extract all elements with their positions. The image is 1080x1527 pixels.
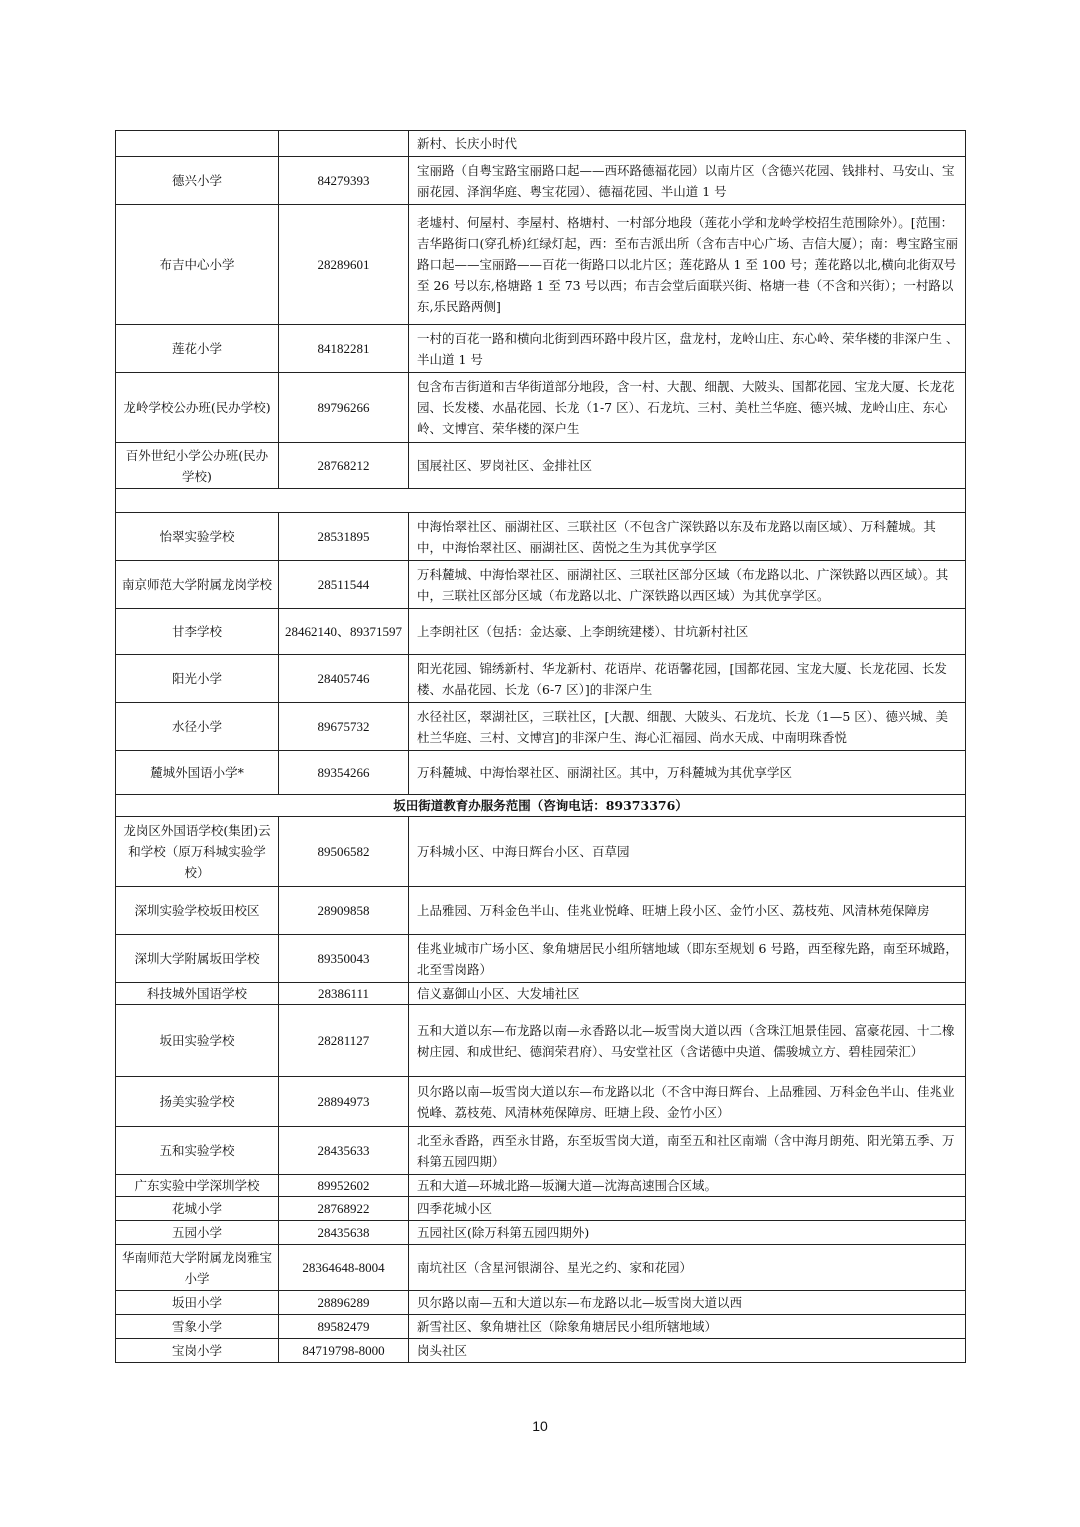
school-name-cell: 深圳实验学校坂田校区 [116,887,279,935]
enrollment-area-cell: 新村、长庆小时代 [409,131,966,157]
enrollment-area-cell: 岗头社区 [409,1339,966,1363]
school-name-cell: 麓城外国语小学* [116,751,279,795]
table-row [116,655,966,703]
phone-cell: 89354266 [279,751,409,795]
school-name-cell: 龙岭学校公办班(民办学校) [116,373,279,443]
table-row [116,817,966,887]
phone-cell: 89675732 [279,703,409,751]
phone-cell: 84182281 [279,325,409,373]
school-name-cell: 坂田小学 [116,1291,279,1315]
school-name-cell: 水径小学 [116,703,279,751]
table-row [116,373,966,443]
table-row [116,983,966,1005]
phone-cell: 84279393 [279,157,409,205]
table-row [116,443,966,489]
enrollment-area-cell: 信义嘉御山小区、大发埔社区 [409,983,966,1005]
phone-cell: 89582479 [279,1315,409,1339]
phone-cell: 89506582 [279,817,409,887]
school-name-cell: 雪象小学 [116,1315,279,1339]
school-name-cell: 怡翠实验学校 [116,513,279,561]
phone-cell: 89952602 [279,1175,409,1197]
school-name-cell: 德兴小学 [116,157,279,205]
phone-cell: 89796266 [279,373,409,443]
enrollment-area-cell: 五和大道以东—布龙路以南—永香路以北—坂雪岗大道以西（含珠江旭景佳园、富豪花园、十二橡树庄园、和成世纪、德润荣君府）、马安堂社区（含诺德中央道、儒骏城立方、碧桂园荣汇） [409,1005,966,1077]
table-row [116,205,966,325]
phone-cell: 28405746 [279,655,409,703]
phone-cell: 28386111 [279,983,409,1005]
enrollment-area-cell: 五和大道—环城北路—坂澜大道—沈海高速围合区域。 [409,1175,966,1197]
school-name-cell: 南京师范大学附属龙岗学校 [116,561,279,609]
school-name-cell: 广东实验中学深圳学校 [116,1175,279,1197]
enrollment-area-cell: 国展社区、罗岗社区、金排社区 [409,443,966,489]
school-name-cell: 深圳大学附属坂田学校 [116,935,279,983]
phone-cell: 84719798-8000 [279,1339,409,1363]
enrollment-area-cell: 万科麓城、中海怡翠社区、丽湖社区。其中，万科麓城为其优享学区 [409,751,966,795]
table-row [116,1291,966,1315]
enrollment-area-cell: 新雪社区、象角塘社区（除象角塘居民小组所辖地域） [409,1315,966,1339]
enrollment-area-cell: 包含布吉街道和吉华街道部分地段，含一村、大靓、细靓、大陂头、国都花园、宝龙大厦、长龙花园、长发楼、水晶花园、长龙（1-7 区）、石龙坑、三村、美杜兰华庭、德兴城、龙岭山庄、东心岭、文博宫、荣华楼的深户生 [409,373,966,443]
table-row [116,703,966,751]
phone-cell: 28364648-8004 [279,1245,409,1291]
school-name-cell: 五园小学 [116,1221,279,1245]
phone-cell: 28281127 [279,1005,409,1077]
phone-cell: 28435633 [279,1127,409,1175]
enrollment-area-cell: 贝尔路以南—五和大道以东—布龙路以北—坂雪岗大道以西 [409,1291,966,1315]
phone-cell: 28894973 [279,1077,409,1127]
enrollment-area-cell: 上李朗社区（包括：金达豪、上李朗统建楼）、甘坑新村社区 [409,609,966,655]
page-number: 10 [532,1418,548,1434]
school-name-cell: 莲花小学 [116,325,279,373]
table-row [116,1339,966,1363]
phone-cell: 28462140、89371597 [279,609,409,655]
enrollment-area-cell: 老墟村、何屋村、李屋村、格塘村、一村部分地段（莲花小学和龙岭学校招生范围除外）。[范围：吉华路街口(穿孔桥)红绿灯起，西：至布吉派出所（含布吉中心广场、吉信大厦）；南：粤宝路宝丽路口起——宝丽路——百花一街路口以北片区；莲花路从 1 至 100 号；莲花路以北,横向北街双号至 26 号以东,格塘路 1 至 73 号以西；布吉会堂后面联兴街、格塘一巷（不含和兴街）；一村路以东,乐民路两侧] [409,205,966,325]
phone-cell [279,131,409,157]
table-row [116,1197,966,1221]
table-row [116,1127,966,1175]
school-name-cell: 阳光小学 [116,655,279,703]
enrollment-area-cell: 水径社区，翠湖社区，三联社区，[大靓、细靓、大陂头、石龙坑、长龙（1—5 区）、德兴城、美杜兰华庭、三村、文博宫]的非深户生、海心汇福园、尚水天成、中南明珠香悦 [409,703,966,751]
table-row [116,1315,966,1339]
enrollment-area-cell: 中海怡翠社区、丽湖社区、三联社区（不包含广深铁路以东及布龙路以南区域）、万科麓城。其中，中海怡翠社区、丽湖社区、茵悦之生为其优享学区 [409,513,966,561]
blank-row [116,489,966,513]
enrollment-area-cell: 贝尔路以南—坂雪岗大道以东—布龙路以北（不含中海日辉台、上品雅园、万科金色半山、佳兆业悦峰、荔枝苑、风清林苑保障房、旺塘上段、金竹小区） [409,1077,966,1127]
phone-cell: 28768212 [279,443,409,489]
enrollment-area-cell: 一村的百花一路和横向北街到西环路中段片区，盘龙村，龙岭山庄、东心岭、荣华楼的非深户生 、半山道 1 号 [409,325,966,373]
phone-cell: 28909858 [279,887,409,935]
table-row [116,1245,966,1291]
enrollment-area-cell: 佳兆业城市广场小区、象角塘居民小组所辖地域（即东至规划 6 号路，西至稼先路，南至环城路，北至雪岗路） [409,935,966,983]
table-row [116,609,966,655]
table-row [116,1005,966,1077]
section-header: 坂田街道教育办服务范围（咨询电话：89373376） [116,795,966,817]
phone-cell: 28768922 [279,1197,409,1221]
enrollment-area-cell: 五园社区(除万科第五园四期外) [409,1221,966,1245]
school-name-cell: 坂田实验学校 [116,1005,279,1077]
section-header-row [116,795,966,817]
table-row [116,1077,966,1127]
enrollment-area-cell: 北至永香路，西至永甘路，东至坂雪岗大道，南至五和社区南端（含中海月朗苑、阳光第五季、万科第五园四期） [409,1127,966,1175]
table-row [116,561,966,609]
phone-cell: 89350043 [279,935,409,983]
school-name-cell: 华南师范大学附属龙岗雅宝小学 [116,1245,279,1291]
phone-cell: 28896289 [279,1291,409,1315]
school-name-cell: 五和实验学校 [116,1127,279,1175]
enrollment-area-cell: 万科城小区、中海日辉台小区、百草园 [409,817,966,887]
school-name-cell: 百外世纪小学公办班(民办学校) [116,443,279,489]
enrollment-area-cell: 南坑社区（含星河银湖谷、星光之约、家和花园） [409,1245,966,1291]
table-row [116,157,966,205]
enrollment-area-cell: 万科麓城、中海怡翠社区、丽湖社区、三联社区部分区域（布龙路以北、广深铁路以西区域）。其中，三联社区部分区域（布龙路以北、广深铁路以西区域）为其优享学区。 [409,561,966,609]
table-row [116,1175,966,1197]
table-row [116,887,966,935]
table-row [116,1221,966,1245]
table-row [116,513,966,561]
enrollment-area-cell: 阳光花园、锦绣新村、华龙新村、花语岸、花语馨花园，[国都花园、宝龙大厦、长龙花园、长发楼、水晶花园、长龙（6-7 区）]的非深户生 [409,655,966,703]
school-name-cell: 布吉中心小学 [116,205,279,325]
school-name-cell: 花城小学 [116,1197,279,1221]
phone-cell: 28289601 [279,205,409,325]
table-row [116,325,966,373]
enrollment-area-cell: 四季花城小区 [409,1197,966,1221]
school-name-cell: 扬美实验学校 [116,1077,279,1127]
phone-cell: 28511544 [279,561,409,609]
table-row [116,751,966,795]
school-name-cell: 科技城外国语学校 [116,983,279,1005]
school-district-table [115,130,966,1363]
school-name-cell: 甘李学校 [116,609,279,655]
school-name-cell: 宝岗小学 [116,1339,279,1363]
blank-cell [116,489,966,513]
school-name-cell [116,131,279,157]
enrollment-area-cell: 上品雅园、万科金色半山、佳兆业悦峰、旺塘上段小区、金竹小区、荔枝苑、风清林苑保障房 [409,887,966,935]
enrollment-area-cell: 宝丽路（自粤宝路宝丽路口起——西环路德福花园）以南片区（含德兴花园、钱排村、马安山、宝丽花园、泽润华庭、粤宝花园）、德福花园、半山道 1 号 [409,157,966,205]
phone-cell: 28531895 [279,513,409,561]
phone-cell: 28435638 [279,1221,409,1245]
table-row [116,131,966,157]
table-row [116,935,966,983]
school-name-cell: 龙岗区外国语学校(集团)云和学校（原万科城实验学校） [116,817,279,887]
